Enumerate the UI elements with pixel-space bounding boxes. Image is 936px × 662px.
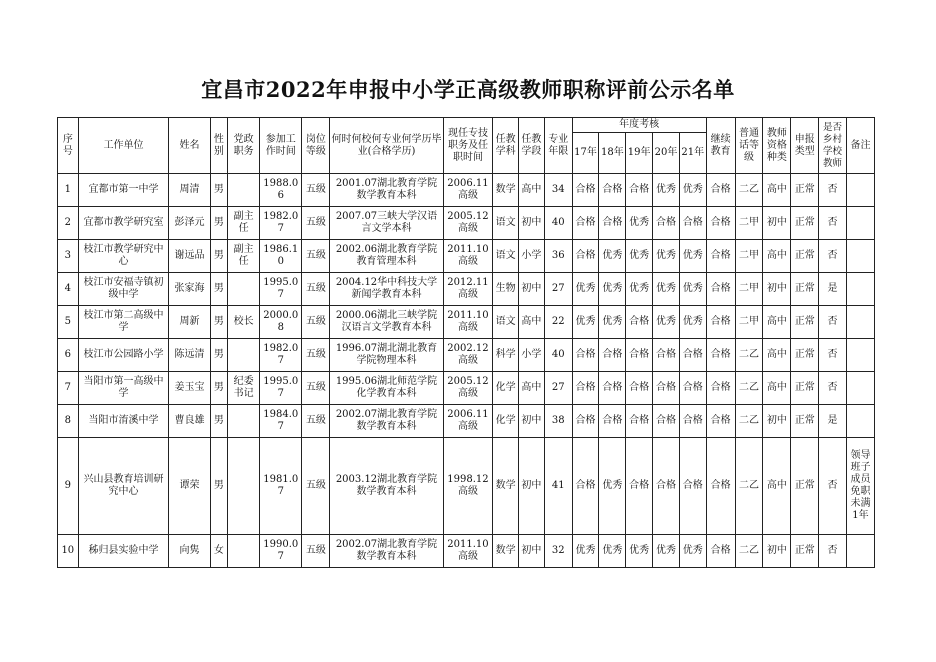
cell-unit: 宜都市教学研究室 <box>78 207 169 240</box>
cell-y19: 合格 <box>626 405 653 438</box>
cell-years: 40 <box>544 339 572 372</box>
cell-post <box>228 405 260 438</box>
cell-years: 38 <box>544 405 572 438</box>
cell-y19: 优秀 <box>626 535 653 568</box>
cell-years: 34 <box>544 174 572 207</box>
cell-subject: 数学 <box>493 535 519 568</box>
cell-y17: 合格 <box>572 240 599 273</box>
cell-subject: 数学 <box>493 174 519 207</box>
cell-y17: 合格 <box>572 207 599 240</box>
cell-work-start: 1995.07 <box>260 273 302 306</box>
cell-edu: 2002.07湖北教育学院数学教育本科 <box>330 535 443 568</box>
cell-gender: 女 <box>210 535 228 568</box>
cell-qual: 初中 <box>763 207 791 240</box>
cell-unit: 枝江市第二高级中学 <box>78 306 169 339</box>
cell-y18: 优秀 <box>599 535 626 568</box>
cell-type: 正常 <box>791 273 819 306</box>
cell-seq: 7 <box>58 372 79 405</box>
cell-edu: 2007.07三峡大学汉语言文学本科 <box>330 207 443 240</box>
cell-seq: 9 <box>58 438 79 535</box>
cell-y21: 优秀 <box>679 174 706 207</box>
cell-level: 五级 <box>302 306 330 339</box>
cell-y21: 合格 <box>679 207 706 240</box>
cell-y20: 优秀 <box>653 240 680 273</box>
cell-seq: 4 <box>58 273 79 306</box>
cell-rural: 是 <box>819 273 847 306</box>
cell-y20: 优秀 <box>653 273 680 306</box>
table-row <box>58 535 875 568</box>
cell-y18: 合格 <box>599 174 626 207</box>
cell-name: 谢远品 <box>169 240 210 273</box>
cell-remarks: 领导班子成员免职未满1年 <box>846 438 874 535</box>
cell-years: 22 <box>544 306 572 339</box>
cell-name: 谭荣 <box>169 438 210 535</box>
table-row <box>58 207 875 240</box>
table-row <box>58 438 875 535</box>
cell-years: 40 <box>544 207 572 240</box>
cell-years: 27 <box>544 372 572 405</box>
cell-section: 高中 <box>519 174 545 207</box>
cell-y21: 合格 <box>679 405 706 438</box>
cell-work-start: 1990.07 <box>260 535 302 568</box>
cell-mandarin: 二乙 <box>735 535 763 568</box>
cell-title-time: 2005.12高级 <box>443 372 493 405</box>
cell-qual: 高中 <box>763 174 791 207</box>
header-section: 任教学段 <box>519 118 545 174</box>
table-row <box>58 174 875 207</box>
header-y21: 21年 <box>679 133 706 174</box>
cell-rural: 否 <box>819 174 847 207</box>
cell-title-time: 2011.10高级 <box>443 240 493 273</box>
cell-section: 初中 <box>519 273 545 306</box>
cell-y19: 合格 <box>626 339 653 372</box>
cell-qual: 高中 <box>763 306 791 339</box>
cell-level: 五级 <box>302 372 330 405</box>
cell-post: 副主任 <box>228 207 260 240</box>
cell-section: 小学 <box>519 339 545 372</box>
cell-type: 正常 <box>791 438 819 535</box>
cell-seq: 5 <box>58 306 79 339</box>
header-unit: 工作单位 <box>78 118 169 174</box>
header-education: 何时何校何专业何学历毕业(合格学历) <box>330 118 443 174</box>
cell-unit: 枝江市安福寺镇初级中学 <box>78 273 169 306</box>
header-subject: 任教学科 <box>493 118 519 174</box>
cell-unit: 枝江市公园路小学 <box>78 339 169 372</box>
cell-mandarin: 二乙 <box>735 438 763 535</box>
cell-mandarin: 二甲 <box>735 240 763 273</box>
cell-section: 初中 <box>519 438 545 535</box>
cell-cont-edu: 合格 <box>706 405 735 438</box>
cell-name: 曹良雄 <box>169 405 210 438</box>
cell-work-start: 1982.07 <box>260 339 302 372</box>
cell-title-time: 2011.10高级 <box>443 306 493 339</box>
cell-work-start: 2000.08 <box>260 306 302 339</box>
cell-level: 五级 <box>302 405 330 438</box>
cell-y18: 优秀 <box>599 438 626 535</box>
cell-remarks <box>846 273 874 306</box>
cell-work-start: 1984.07 <box>260 405 302 438</box>
cell-remarks <box>846 535 874 568</box>
cell-y17: 优秀 <box>572 306 599 339</box>
cell-level: 五级 <box>302 207 330 240</box>
cell-y21: 优秀 <box>679 306 706 339</box>
cell-type: 正常 <box>791 240 819 273</box>
cell-name: 张家海 <box>169 273 210 306</box>
cell-gender: 男 <box>210 207 228 240</box>
cell-y20: 优秀 <box>653 174 680 207</box>
cell-gender: 男 <box>210 405 228 438</box>
cell-title-time: 2011.10高级 <box>443 535 493 568</box>
cell-remarks <box>846 339 874 372</box>
cell-title-time: 2012.11高级 <box>443 273 493 306</box>
cell-y21: 优秀 <box>679 535 706 568</box>
cell-cont-edu: 合格 <box>706 240 735 273</box>
cell-subject: 语文 <box>493 240 519 273</box>
cell-subject: 语文 <box>493 306 519 339</box>
cell-edu: 1995.06湖北师范学院化学教育本科 <box>330 372 443 405</box>
cell-seq: 3 <box>58 240 79 273</box>
header-y20: 20年 <box>653 133 680 174</box>
cell-work-start: 1981.07 <box>260 438 302 535</box>
cell-y19: 合格 <box>626 372 653 405</box>
table-row <box>58 339 875 372</box>
cell-y19: 合格 <box>626 306 653 339</box>
cell-section: 高中 <box>519 372 545 405</box>
cell-edu: 1996.07湖北湖北教育学院物理本科 <box>330 339 443 372</box>
cell-section: 初中 <box>519 535 545 568</box>
cell-post <box>228 438 260 535</box>
cell-y17: 合格 <box>572 372 599 405</box>
cell-mandarin: 二乙 <box>735 372 763 405</box>
cell-y17: 合格 <box>572 174 599 207</box>
cell-level: 五级 <box>302 339 330 372</box>
cell-post <box>228 273 260 306</box>
cell-y18: 合格 <box>599 207 626 240</box>
cell-y17: 合格 <box>572 339 599 372</box>
cell-gender: 男 <box>210 273 228 306</box>
cell-subject: 语文 <box>493 207 519 240</box>
roster-table <box>57 117 875 568</box>
cell-seq: 1 <box>58 174 79 207</box>
cell-seq: 6 <box>58 339 79 372</box>
cell-remarks <box>846 306 874 339</box>
cell-post <box>228 535 260 568</box>
header-cont-edu: 继续教育 <box>706 118 735 174</box>
cell-section: 小学 <box>519 240 545 273</box>
cell-subject: 化学 <box>493 372 519 405</box>
cell-level: 五级 <box>302 174 330 207</box>
cell-years: 36 <box>544 240 572 273</box>
cell-type: 正常 <box>791 405 819 438</box>
cell-unit: 枝江市教学研究中心 <box>78 240 169 273</box>
cell-y18: 合格 <box>599 372 626 405</box>
cell-gender: 男 <box>210 240 228 273</box>
cell-cont-edu: 合格 <box>706 174 735 207</box>
cell-rural: 否 <box>819 306 847 339</box>
cell-level: 五级 <box>302 240 330 273</box>
cell-y20: 合格 <box>653 438 680 535</box>
cell-y19: 优秀 <box>626 207 653 240</box>
cell-level: 五级 <box>302 535 330 568</box>
cell-work-start: 1982.07 <box>260 207 302 240</box>
cell-unit: 宜都市第一中学 <box>78 174 169 207</box>
header-post: 党政职务 <box>228 118 260 174</box>
cell-name: 周清 <box>169 174 210 207</box>
cell-gender: 男 <box>210 372 228 405</box>
cell-post <box>228 174 260 207</box>
cell-title-time: 2006.11高级 <box>443 405 493 438</box>
cell-remarks <box>846 372 874 405</box>
cell-y18: 优秀 <box>599 273 626 306</box>
cell-years: 27 <box>544 273 572 306</box>
cell-gender: 男 <box>210 306 228 339</box>
cell-cont-edu: 合格 <box>706 339 735 372</box>
cell-section: 高中 <box>519 306 545 339</box>
cell-y19: 合格 <box>626 438 653 535</box>
cell-post <box>228 339 260 372</box>
cell-edu: 2004.12华中科技大学新闻学教育本科 <box>330 273 443 306</box>
cell-edu: 2003.12湖北教育学院数学教育本科 <box>330 438 443 535</box>
cell-mandarin: 二甲 <box>735 207 763 240</box>
header-y19: 19年 <box>626 133 653 174</box>
cell-years: 41 <box>544 438 572 535</box>
cell-name: 陈远清 <box>169 339 210 372</box>
cell-type: 正常 <box>791 207 819 240</box>
cell-cont-edu: 合格 <box>706 207 735 240</box>
cell-rural: 是 <box>819 405 847 438</box>
roster-body <box>58 174 875 568</box>
cell-edu: 2002.07湖北教育学院数学教育本科 <box>330 405 443 438</box>
header-mandarin: 普通话等级 <box>735 118 763 174</box>
cell-name: 向隽 <box>169 535 210 568</box>
cell-rural: 否 <box>819 240 847 273</box>
header-remarks: 备注 <box>846 118 874 174</box>
header-y18: 18年 <box>599 133 626 174</box>
cell-cont-edu: 合格 <box>706 372 735 405</box>
cell-name: 周新 <box>169 306 210 339</box>
cell-work-start: 1986.10 <box>260 240 302 273</box>
cell-y21: 合格 <box>679 438 706 535</box>
cell-gender: 男 <box>210 174 228 207</box>
cell-rural: 否 <box>819 372 847 405</box>
cell-remarks <box>846 240 874 273</box>
cell-y20: 合格 <box>653 372 680 405</box>
cell-name: 彭泽元 <box>169 207 210 240</box>
cell-y18: 合格 <box>599 405 626 438</box>
header-years: 专业年限 <box>544 118 572 174</box>
cell-seq: 10 <box>58 535 79 568</box>
cell-y18: 优秀 <box>599 240 626 273</box>
cell-mandarin: 二甲 <box>735 306 763 339</box>
cell-type: 正常 <box>791 306 819 339</box>
header-rural: 是否乡村学校教师 <box>819 118 847 174</box>
cell-years: 32 <box>544 535 572 568</box>
cell-unit: 兴山县教育培训研究中心 <box>78 438 169 535</box>
cell-qual: 初中 <box>763 535 791 568</box>
cell-y19: 优秀 <box>626 273 653 306</box>
cell-y21: 合格 <box>679 372 706 405</box>
cell-title-time: 2006.11高级 <box>443 174 493 207</box>
cell-seq: 8 <box>58 405 79 438</box>
header-appraisal: 年度考核 <box>572 118 706 133</box>
header-y17: 17年 <box>572 133 599 174</box>
cell-title-time: 2005.12高级 <box>443 207 493 240</box>
cell-subject: 科学 <box>493 339 519 372</box>
cell-y17: 合格 <box>572 438 599 535</box>
cell-y20: 优秀 <box>653 306 680 339</box>
cell-rural: 否 <box>819 438 847 535</box>
cell-y18: 优秀 <box>599 306 626 339</box>
header-work-start: 参加工作时间 <box>260 118 302 174</box>
table-row <box>58 273 875 306</box>
cell-y20: 合格 <box>653 339 680 372</box>
cell-mandarin: 二甲 <box>735 273 763 306</box>
cell-gender: 男 <box>210 438 228 535</box>
cell-y20: 合格 <box>653 405 680 438</box>
cell-rural: 否 <box>819 339 847 372</box>
cell-level: 五级 <box>302 438 330 535</box>
cell-subject: 生物 <box>493 273 519 306</box>
cell-remarks <box>846 405 874 438</box>
cell-subject: 数学 <box>493 438 519 535</box>
cell-qual: 高中 <box>763 240 791 273</box>
cell-y17: 合格 <box>572 405 599 438</box>
table-row <box>58 405 875 438</box>
cell-y19: 优秀 <box>626 240 653 273</box>
cell-qual: 高中 <box>763 339 791 372</box>
header-qualification: 教师资格种类 <box>763 118 791 174</box>
cell-y18: 合格 <box>599 339 626 372</box>
cell-gender: 男 <box>210 339 228 372</box>
cell-unit: 当阳市淯溪中学 <box>78 405 169 438</box>
table-row <box>58 240 875 273</box>
cell-rural: 否 <box>819 207 847 240</box>
cell-y21: 优秀 <box>679 240 706 273</box>
cell-remarks <box>846 174 874 207</box>
cell-section: 初中 <box>519 405 545 438</box>
header-title-time: 现任专技职务及任职时间 <box>443 118 493 174</box>
cell-seq: 2 <box>58 207 79 240</box>
cell-y21: 合格 <box>679 339 706 372</box>
cell-name: 姜玉宝 <box>169 372 210 405</box>
cell-cont-edu: 合格 <box>706 306 735 339</box>
cell-mandarin: 二乙 <box>735 174 763 207</box>
cell-qual: 初中 <box>763 273 791 306</box>
cell-y19: 合格 <box>626 174 653 207</box>
cell-section: 初中 <box>519 207 545 240</box>
cell-type: 正常 <box>791 339 819 372</box>
cell-type: 正常 <box>791 535 819 568</box>
table-row <box>58 372 875 405</box>
cell-y20: 合格 <box>653 207 680 240</box>
cell-mandarin: 二乙 <box>735 405 763 438</box>
cell-qual: 高中 <box>763 438 791 535</box>
cell-rural: 否 <box>819 535 847 568</box>
document-title: 宜昌市2022年申报中小学正高级教师职称评前公示名单 <box>201 77 735 102</box>
cell-subject: 化学 <box>493 405 519 438</box>
header-position-level: 岗位等级 <box>302 118 330 174</box>
cell-post: 校长 <box>228 306 260 339</box>
cell-type: 正常 <box>791 174 819 207</box>
cell-unit: 秭归县实验中学 <box>78 535 169 568</box>
cell-level: 五级 <box>302 273 330 306</box>
cell-type: 正常 <box>791 372 819 405</box>
cell-edu: 2000.06湖北三峡学院汉语言文学教育本科 <box>330 306 443 339</box>
cell-post: 纪委书记 <box>228 372 260 405</box>
cell-work-start: 1995.07 <box>260 372 302 405</box>
cell-qual: 高中 <box>763 372 791 405</box>
cell-remarks <box>846 207 874 240</box>
cell-cont-edu: 合格 <box>706 273 735 306</box>
cell-y20: 优秀 <box>653 535 680 568</box>
cell-qual: 初中 <box>763 405 791 438</box>
table-row <box>58 306 875 339</box>
cell-cont-edu: 合格 <box>706 438 735 535</box>
cell-unit: 当阳市第一高级中学 <box>78 372 169 405</box>
cell-title-time: 1998.12高级 <box>443 438 493 535</box>
cell-y17: 优秀 <box>572 535 599 568</box>
header-row-1 <box>58 118 875 133</box>
cell-y17: 优秀 <box>572 273 599 306</box>
cell-y21: 优秀 <box>679 273 706 306</box>
cell-cont-edu: 合格 <box>706 535 735 568</box>
cell-work-start: 1988.06 <box>260 174 302 207</box>
header-gender: 性别 <box>210 118 228 174</box>
header-name: 姓名 <box>169 118 210 174</box>
cell-edu: 2001.07湖北教育学院数学教育本科 <box>330 174 443 207</box>
header-type: 申报类型 <box>791 118 819 174</box>
header-seq: 序号 <box>58 118 79 174</box>
cell-post: 副主任 <box>228 240 260 273</box>
cell-mandarin: 二乙 <box>735 339 763 372</box>
cell-edu: 2002.06湖北教育学院教育管理本科 <box>330 240 443 273</box>
cell-title-time: 2002.12高级 <box>443 339 493 372</box>
